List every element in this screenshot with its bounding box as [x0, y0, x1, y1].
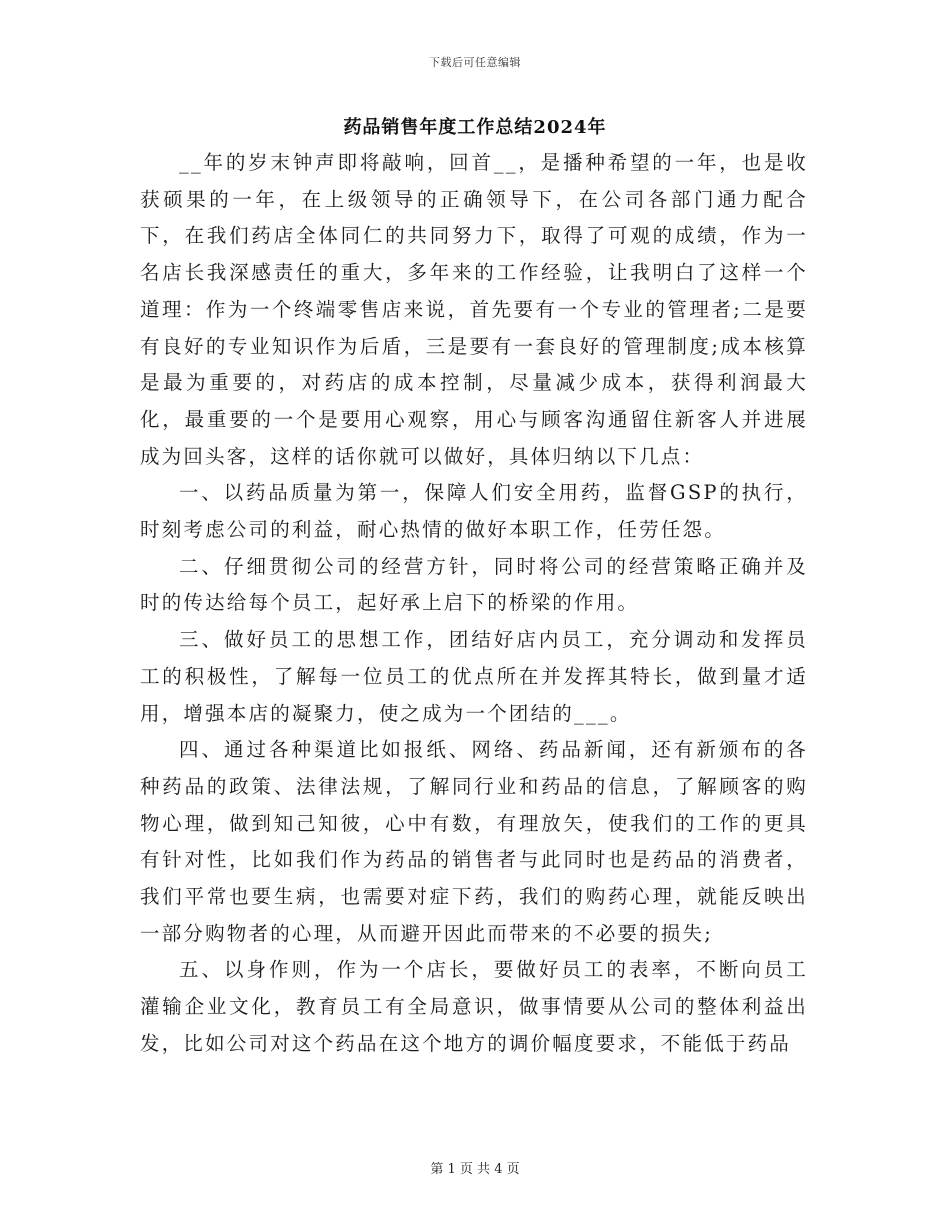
paragraph-intro: __年的岁末钟声即将敲响，回首__，是播种希望的一年，也是收获硕果的一年，在上级领导的正确领导下，在公司各部门通力配合下，在我们药店全体同仁的共同努力下，取得了可观的成绩，作为一名店长我深感责任的重大，多年来的工作经验，让我明白了这样一个道理：作为一个终端零售店来说，首先要有一个专业的管理者;二是要有良好的专业知识作为后盾，三是要有一套良好的管理制度;成本核算是最为重要的，对药店的成本控制，尽量减少成本，获得利润最大化，最重要的一个是要用心观察，用心与顾客沟通留住新客人并进展成为回头客，这样的话你就可以做好，具体归纳以下几点：: [140, 151, 808, 468]
document-title: 药品销售年度工作总结2024年: [343, 117, 607, 138]
paragraph-item-5: 五、以身作则，作为一个店长，要做好员工的表率，不断向员工灌输企业文化，教育员工有全局意识，做事情要从公司的整体利益出发，比如公司对这个药品在这个地方的调价幅度要求，不能低于药品: [140, 958, 808, 1055]
paragraph-item-3: 三、做好员工的思想工作，团结好店内员工，充分调动和发挥员工的积极性，了解每一位员工的优点所在并发挥其特长，做到量才适用，增强本店的凝聚力，使之成为一个团结的___。: [140, 628, 808, 725]
document-body: [140, 145, 808, 1063]
header-note: 下载后可任意编辑: [429, 56, 521, 69]
paragraph-item-2: 二、仔细贯彻公司的经营方针，同时将公司的经营策略正确并及时的传达给每个员工，起好承上启下的桥梁的作用。: [140, 554, 808, 615]
page-number-footer: 第 1 页 共 4 页: [430, 1162, 520, 1177]
paragraph-item-4: 四、通过各种渠道比如报纸、网络、药品新闻，还有新颁布的各种药品的政策、法律法规，了解同行业和药品的信息，了解顾客的购物心理，做到知己知彼，心中有数，有理放矢，使我们的工作的更具有针对性，比如我们作为药品的销售者与此同时也是药品的消费者，我们平常也要生病，也需要对症下药，我们的购药心理，就能反映出一部分购物者的心理，从而避开因此而带来的不必要的损失;: [140, 738, 808, 945]
paragraph-item-1: 一、以药品质量为第一，保障人们安全用药，监督GSP的执行，时刻考虑公司的利益，耐心热情的做好本职工作，任劳任怨。: [140, 481, 808, 542]
